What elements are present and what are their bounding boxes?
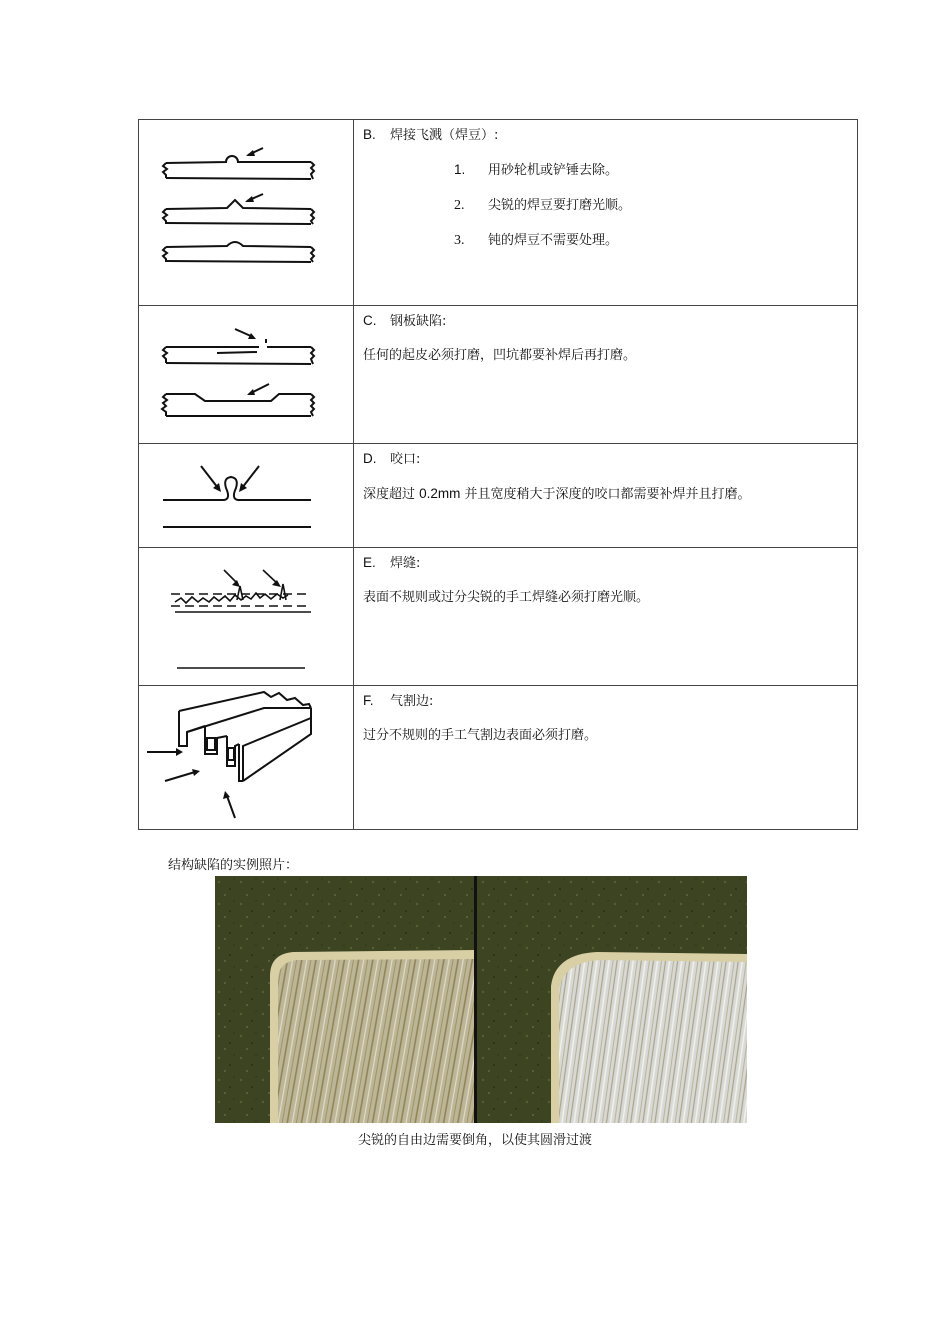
photo-left	[215, 876, 475, 1123]
heading-title: 焊接飞溅（焊豆）:	[390, 128, 499, 143]
description-e: 表面不规则或过分尖锐的手工焊缝必须打磨光顺。	[363, 590, 650, 605]
step-number: 3.	[454, 233, 465, 248]
diagram-cell-f	[139, 686, 354, 830]
heading-letter: D.	[363, 451, 377, 466]
heading-d	[363, 450, 857, 469]
description-c: 任何的起皮必须打磨，凹坑都要补焊后再打磨。	[363, 348, 637, 363]
step-text: 尖锐的焊豆要打磨光顺。	[488, 198, 632, 213]
step-text: 钝的焊豆不需要处理。	[488, 233, 619, 248]
diagram-cell-e	[139, 548, 354, 686]
step-text: 用砂轮机或铲锤去除。	[488, 163, 619, 178]
heading-letter: E.	[363, 555, 376, 570]
diagram-cell-c	[139, 306, 354, 444]
description-d	[363, 485, 857, 504]
example-photos	[215, 876, 747, 1123]
photo-right	[477, 876, 747, 1123]
diagram-cell-b	[139, 120, 354, 306]
depth-value: 0.2mm	[419, 486, 461, 501]
text-cell-f	[354, 686, 858, 830]
photo-caption: 尖锐的自由边需要倒角，以使其圆滑过渡	[357, 1133, 592, 1148]
description-f: 过分不规则的手工气割边表面必须打磨。	[363, 728, 598, 743]
defect-table	[138, 119, 858, 830]
weld-spatter-diagram	[139, 120, 353, 305]
heading-c	[363, 312, 857, 331]
table-row-f	[139, 686, 858, 830]
table-row-c	[139, 306, 858, 444]
heading-title: 钢板缺陷:	[390, 314, 447, 329]
text-cell-b	[354, 120, 858, 306]
heading-title: 气割边:	[390, 694, 434, 709]
list-item	[354, 232, 857, 250]
steps-list	[354, 161, 857, 250]
heading-b	[363, 126, 857, 145]
undercut-diagram	[139, 444, 353, 547]
heading-e	[363, 554, 857, 573]
diagram-cell-d	[139, 444, 354, 548]
heading-letter: C.	[363, 313, 377, 328]
text-cell-e	[354, 548, 858, 686]
step-number: 1.	[454, 162, 466, 177]
description-text: 深度超过	[363, 487, 420, 502]
step-number: 2.	[454, 198, 465, 213]
flame-cut-edge-diagram	[139, 686, 353, 829]
table-row-b	[139, 120, 858, 306]
text-cell-c	[354, 306, 858, 444]
text-cell-d	[354, 444, 858, 548]
table-row-d	[139, 444, 858, 548]
list-item	[354, 197, 857, 215]
weld-seam-diagram	[139, 548, 353, 685]
photo-intro-text: 结构缺陷的实例照片：	[168, 858, 299, 873]
heading-f	[363, 692, 857, 711]
plate-defect-diagram	[139, 306, 353, 443]
list-item	[354, 161, 857, 180]
heading-title: 咬口:	[390, 452, 421, 467]
description-text: 并且宽度稍大于深度的咬口都需要补焊并且打磨。	[460, 487, 751, 502]
heading-title: 焊缝:	[390, 556, 421, 571]
heading-letter: F.	[363, 693, 374, 708]
heading-letter: B.	[363, 127, 376, 142]
table-row-e	[139, 548, 858, 686]
